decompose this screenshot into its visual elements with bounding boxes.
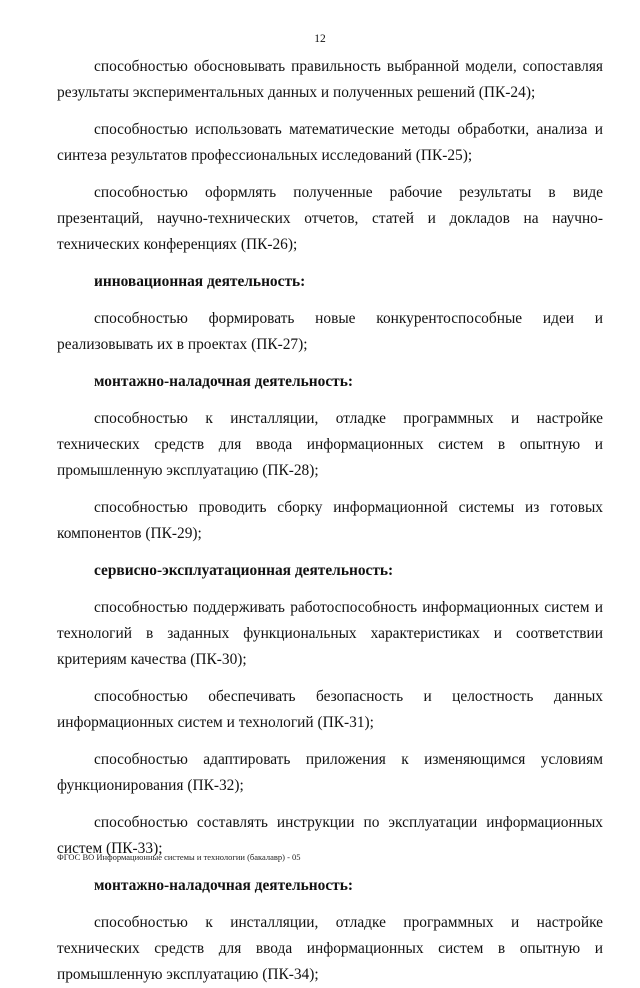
- section-heading-installation-repeat: монтажно-наладочная деятельность:: [94, 877, 353, 894]
- paragraph-pk-32: способностью адаптировать приложения к изменяющимся условиям функционирования (ПК-32);: [57, 751, 603, 794]
- section-heading-innovation: инновационная деятельность:: [94, 273, 306, 290]
- paragraph-pk-25: способностью использовать математические методы обработки, анализа и синтеза результатов профессиональных исследований (ПК-25);: [57, 121, 603, 164]
- paragraph-pk-27: способностью формировать новые конкурентоспособные идеи и реализовывать их в проектах (ПК-27);: [57, 310, 603, 353]
- section-heading-service: сервисно-эксплуатационная деятельность:: [94, 562, 394, 579]
- paragraph-pk-24: способностью обосновывать правильность выбранной модели, сопоставляя результаты экспериментальных данных и полученных решений (ПК-24);: [57, 58, 603, 101]
- page-number: 12: [314, 33, 326, 45]
- paragraph-pk-26: способностью оформлять полученные рабочие результаты в виде презентаций, научно-технических отчетов, статей и докладов на научно-технических конференциях (ПК-26);: [57, 184, 603, 253]
- paragraph-pk-34: способностью к инсталляции, отладке программных и настройке технических средств для ввода информационных систем в опытную и промышленную эксплуатацию (ПК-34);: [57, 914, 603, 983]
- page-footer: ФГОС ВО Информационные системы и технологии (бакалавр) - 05: [57, 852, 301, 862]
- paragraph-pk-28: способностью к инсталляции, отладке программных и настройке технических средств для ввода информационных систем в опытную и промышленную эксплуатацию (ПК-28);: [57, 410, 603, 479]
- paragraph-pk-30: способностью поддерживать работоспособность информационных систем и технологий в заданных функциональных характеристиках и соответствии критериям качества (ПК-30);: [57, 599, 603, 668]
- paragraph-pk-29: способностью проводить сборку информационной системы из готовых компонентов (ПК-29);: [57, 499, 603, 542]
- section-heading-installation: монтажно-наладочная деятельность:: [94, 373, 353, 390]
- document-body: [57, 54, 603, 988]
- paragraph-pk-33: способностью составлять инструкции по эксплуатации информационных систем (ПК-33);: [57, 814, 603, 857]
- paragraph-pk-31: способностью обеспечивать безопасность и целостность данных информационных систем и технологий (ПК-31);: [57, 688, 603, 731]
